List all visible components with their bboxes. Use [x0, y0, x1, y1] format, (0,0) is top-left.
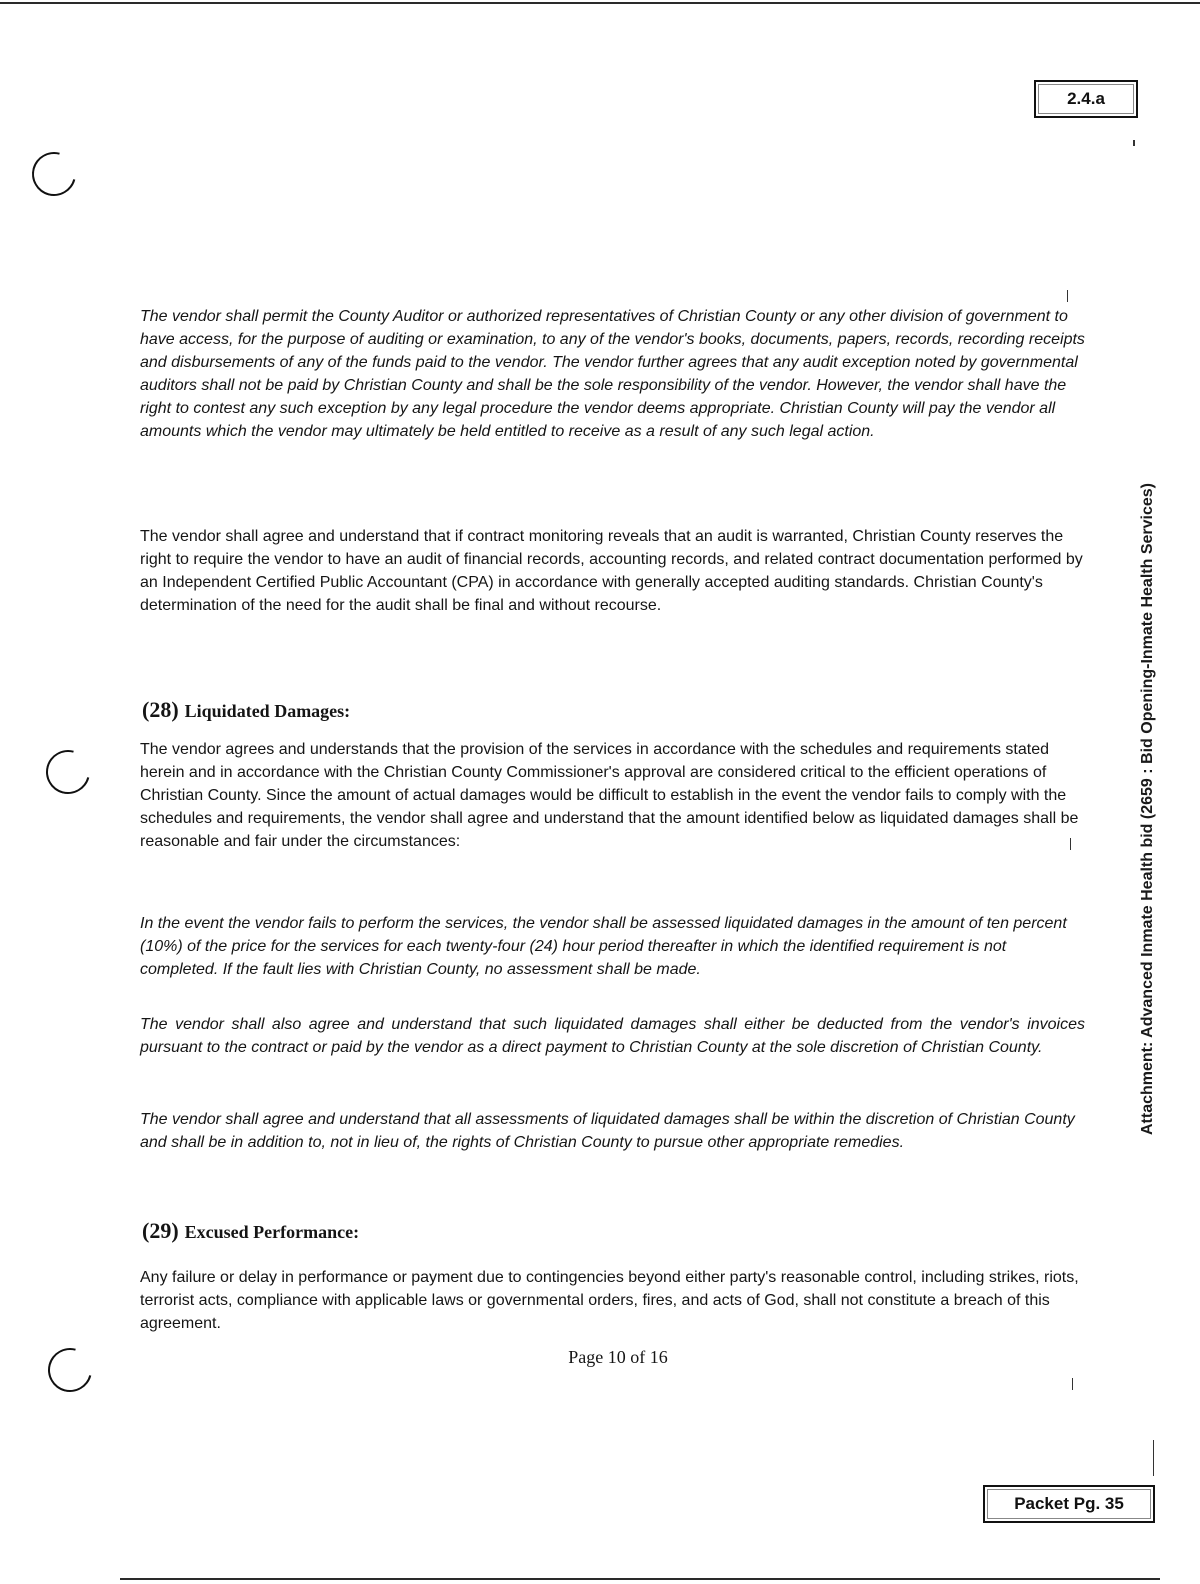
section-29-number: (29) [142, 1218, 179, 1243]
excused-performance-paragraph: Any failure or delay in performance or payment due to contingencies beyond either party's reasonable control, including strikes, riots, terrorist acts, compliance with applicable laws or governmental orders, fires, and acts of God, shall not constitute a breach of this agreement. [140, 1269, 1079, 1332]
punch-hole-middle [38, 742, 98, 802]
top-border-line [0, 2, 1200, 4]
section-29-heading [142, 1218, 359, 1244]
liquidated-damages-deduction: The vendor shall also agree and understand that such liquidated damages shall either be deducted from the vendor's invoices pursuant to the contract or paid by the vendor as a direct payment to Christian County at the sole discretion of Christian County. [140, 1016, 1085, 1056]
liquidated-damages-intro: The vendor agrees and understands that the provision of the services in accordance with the schedules and requirements stated herein and in accordance with the Christian County Commissioner's approval are considered critical to the efficient operations of Christian County. Since the amount of actual damages would be difficult to establish in the event the vendor fails to comply with the schedules and requirements, the vendor shall agree and understand that the amount identified below as liquidated damages shall be reasonable and fair under the circumstances: [140, 741, 1079, 850]
liquidated-damages-discretion: The vendor shall agree and understand that all assessments of liquidated damages shall be within the discretion of Christian County and shall be in addition to, not in lieu of, the rights of Christian County to pursue other appropriate remedies. [140, 1111, 1075, 1151]
section-28-title: Liquidated Damages: [184, 701, 351, 721]
section-29-title: Excused Performance: [184, 1222, 360, 1242]
audit-access-paragraph: The vendor shall permit the County Auditor or authorized representatives of Christian County or any other division of government to have access, for the purpose of auditing or examination, to any of the vendor's books, documents, papers, records, recording receipts and disbursements of any of the funds paid to the vendor. The vendor further agrees that any audit exception noted by governmental auditors shall not be paid by Christian County and shall be the sole responsibility of the vendor. However, the vendor shall have the right to contest any such exception by any legal procedure the vendor deems appropriate. Christian County will pay the vendor all amounts which the vendor may ultimately be held entitled to receive as a result of any such legal action. [140, 308, 1085, 440]
punch-hole-top [24, 144, 84, 204]
page-number: Page 10 of 16 [568, 1347, 668, 1367]
audit-requirement-paragraph: The vendor shall agree and understand that if contract monitoring reveals that an audit is warranted, Christian County reserves the right to require the vendor to have an audit of financial records, accounting records, and related contract documentation performed by an Independent Certified Public Accountant (CPA) in accordance with generally accepted auditing standards. Christian County's determination of the need for the audit shall be final and without recourse. [140, 528, 1083, 614]
packet-page-tag: Packet Pg. 35 [983, 1485, 1155, 1523]
liquidated-damages-assessment: In the event the vendor fails to perform the services, the vendor shall be assessed liquidated damages in the amount of ten percent (10%) of the price for the services for each twenty-four (24) hour period thereafter in which the identified requirement is not completed. If the fault lies with Christian County, no assessment shall be made. [140, 915, 1067, 978]
scan-mark [1072, 1378, 1073, 1390]
section-28-heading [142, 697, 350, 723]
scan-mark [1067, 290, 1068, 302]
section-tag: 2.4.a [1034, 80, 1138, 118]
bottom-border-line [120, 1578, 1160, 1580]
attachment-sidebar-label: Attachment: Advanced Inmate Health bid (2659 : Bid Opening-Inmate Health Services) [1139, 483, 1156, 1135]
section-28-number: (28) [142, 697, 179, 722]
scan-mark [1133, 140, 1135, 146]
scan-mark [1153, 1440, 1154, 1476]
